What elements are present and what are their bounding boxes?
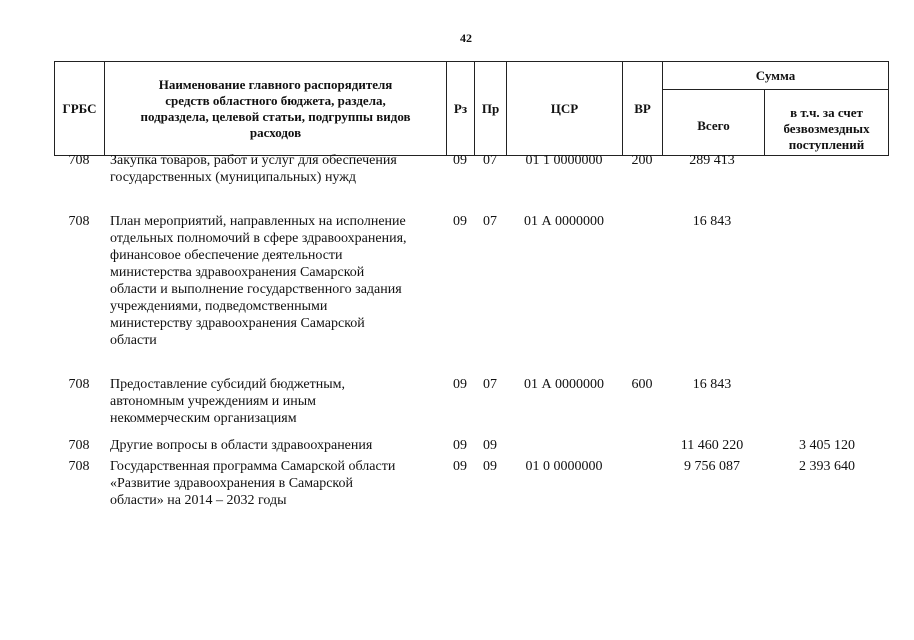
cell-sum-free: 3 405 120 bbox=[799, 438, 855, 453]
name-line: министерству здравоохранения Самарской bbox=[110, 316, 365, 331]
header-vr: ВР bbox=[623, 62, 663, 156]
header-name-line: подраздела, целевой статьи, подгруппы видов bbox=[140, 108, 411, 124]
header-sum-free-line: безвозмездных bbox=[783, 121, 870, 136]
name-line: области bbox=[110, 333, 157, 348]
header-sum-all: Всего bbox=[663, 90, 765, 156]
name-line: области и выполнение государственного задания bbox=[110, 282, 402, 297]
name-line: отдельных полномочий в сфере здравоохранения, bbox=[110, 231, 407, 246]
name-line: области» на 2014 – 2032 годы bbox=[110, 493, 287, 508]
header-name-line: расходов bbox=[249, 124, 302, 140]
cell-csr: 01 0 0000000 bbox=[525, 459, 603, 474]
cell-vr: 600 bbox=[631, 377, 653, 392]
cell-rz: 09 bbox=[453, 459, 467, 474]
cell-pr: 09 bbox=[483, 438, 497, 453]
name-line: «Развитие здравоохранения в Самарской bbox=[110, 476, 354, 491]
header-name-line: Наименование главного распорядителя bbox=[158, 76, 393, 92]
cell-name bbox=[110, 437, 440, 454]
name-line: Закупка товаров, работ и услуг для обеспечения bbox=[110, 153, 397, 168]
cell-grbs: 708 bbox=[68, 153, 90, 168]
cell-csr: 01 1 0000000 bbox=[525, 153, 603, 168]
cell-rz: 09 bbox=[453, 153, 467, 168]
cell-pr: 07 bbox=[483, 377, 497, 392]
cell-sum-all: 16 843 bbox=[692, 214, 732, 229]
cell-name bbox=[110, 458, 440, 509]
header-sum-free-line: поступлений bbox=[788, 137, 865, 152]
cell-grbs: 708 bbox=[68, 214, 90, 229]
name-line: учреждениями, подведомственными bbox=[110, 299, 328, 314]
cell-sum-all: 9 756 087 bbox=[684, 459, 740, 474]
cell-name bbox=[110, 213, 440, 349]
table-header bbox=[54, 61, 889, 156]
header-pr: Пр bbox=[475, 62, 507, 156]
name-line: министерства здравоохранения Самарской bbox=[110, 265, 365, 280]
cell-pr: 07 bbox=[483, 214, 497, 229]
name-line: некоммерческим организациям bbox=[110, 411, 297, 426]
cell-pr: 09 bbox=[483, 459, 497, 474]
header-sum-free bbox=[765, 90, 889, 156]
header-csr: ЦСР bbox=[507, 62, 623, 156]
name-line: План мероприятий, направленных на исполнение bbox=[110, 214, 406, 229]
name-line: Предоставление субсидий бюджетным, bbox=[110, 377, 346, 392]
cell-sum-all: 289 413 bbox=[689, 153, 735, 168]
header-sum: Сумма bbox=[663, 62, 889, 90]
name-line: Государственная программа Самарской области bbox=[110, 459, 396, 474]
header-name-line: средств областного бюджета, раздела, bbox=[165, 92, 386, 108]
cell-sum-all: 11 460 220 bbox=[680, 438, 744, 453]
page-number: 42 bbox=[460, 31, 472, 45]
cell-rz: 09 bbox=[453, 377, 467, 392]
cell-name bbox=[110, 152, 440, 186]
cell-grbs: 708 bbox=[68, 377, 90, 392]
cell-rz: 09 bbox=[453, 214, 467, 229]
header-sum-free-line: в т.ч. за счет bbox=[790, 105, 863, 120]
cell-grbs: 708 bbox=[68, 438, 90, 453]
cell-name bbox=[110, 376, 440, 427]
cell-csr: 01 А 0000000 bbox=[523, 214, 605, 229]
cell-pr: 07 bbox=[483, 153, 497, 168]
name-line: Другие вопросы в области здравоохранения bbox=[110, 438, 373, 453]
cell-csr: 01 А 0000000 bbox=[523, 377, 605, 392]
cell-sum-free: 2 393 640 bbox=[799, 459, 855, 474]
header-rz: Рз bbox=[447, 62, 475, 156]
cell-grbs: 708 bbox=[68, 459, 90, 474]
name-line: государственных (муниципальных) нужд bbox=[110, 170, 357, 185]
name-line: автономным учреждениям и иным bbox=[110, 394, 317, 409]
header-name bbox=[105, 62, 447, 156]
name-line: финансовое обеспечение деятельности bbox=[110, 248, 343, 263]
cell-sum-all: 16 843 bbox=[692, 377, 732, 392]
header-grbs: ГРБС bbox=[55, 62, 105, 156]
cell-vr: 200 bbox=[631, 153, 653, 168]
cell-rz: 09 bbox=[453, 438, 467, 453]
